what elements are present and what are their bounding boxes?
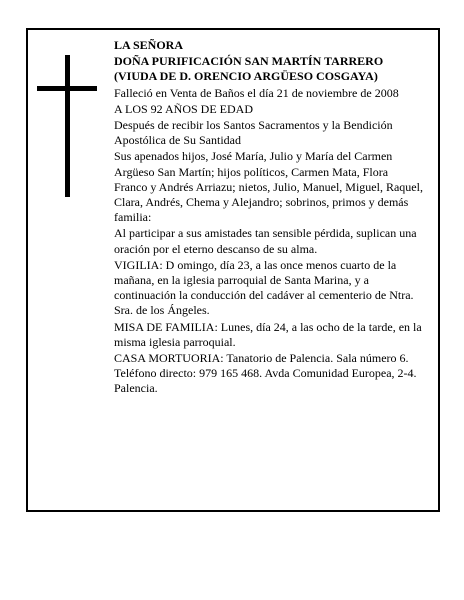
cross-icon <box>37 55 97 197</box>
family-mass-info: MISA DE FAMILIA: Lunes, día 24, a las ocho de la tarde, en la misma iglesia parroquial. <box>114 319 422 349</box>
cross-vertical-bar <box>65 55 70 197</box>
family-list: Sus apenados hijos, José María, Julio y María del Carmen Argüeso San Martín; hijos políticos, Carmen Mata, Flora Franco y Andrés Arriazu; nietos, Julio, Manuel, Miguel, Raquel, Clara, Andrés, Chema y Alejandro; sobrinos, primos y demás familia: <box>114 149 423 225</box>
cross-horizontal-bar <box>37 86 97 91</box>
obituary-text <box>114 38 424 398</box>
vigil-info: VIGILIA: D omingo, día 23, a las once menos cuarto de la mañana, en la iglesia parroquial de Santa Marina, y a continuación la conducción del cadáver al cementerio de Ntra. Sra. de los Ángeles. <box>114 257 414 318</box>
title-line: LA SEÑORA <box>114 38 184 52</box>
death-notice: Falleció en Venta de Baños el día 21 de noviembre de 2008 <box>114 85 399 100</box>
sacraments-line: Después de recibir los Santos Sacramentos y la Bendición Apostólica de Su Santidad <box>114 118 393 148</box>
deceased-name: DOÑA PURIFICACIÓN SAN MARTÍN TARRERO (VIUDA DE D. ORENCIO ARGÜESO COSGAYA) <box>114 54 384 84</box>
mortuary-info: CASA MORTUORIA: Tanatorio de Palencia. Sala número 6. Teléfono directo: 979 165 468. Avda Comunidad Europea, 2-4. Palencia. <box>114 351 417 396</box>
age-line: A LOS 92 AÑOS DE EDAD <box>114 101 254 116</box>
prayer-request: Al participar a sus amistades tan sensible pérdida, suplican una oración por el eterno descanso de su alma. <box>114 226 417 256</box>
